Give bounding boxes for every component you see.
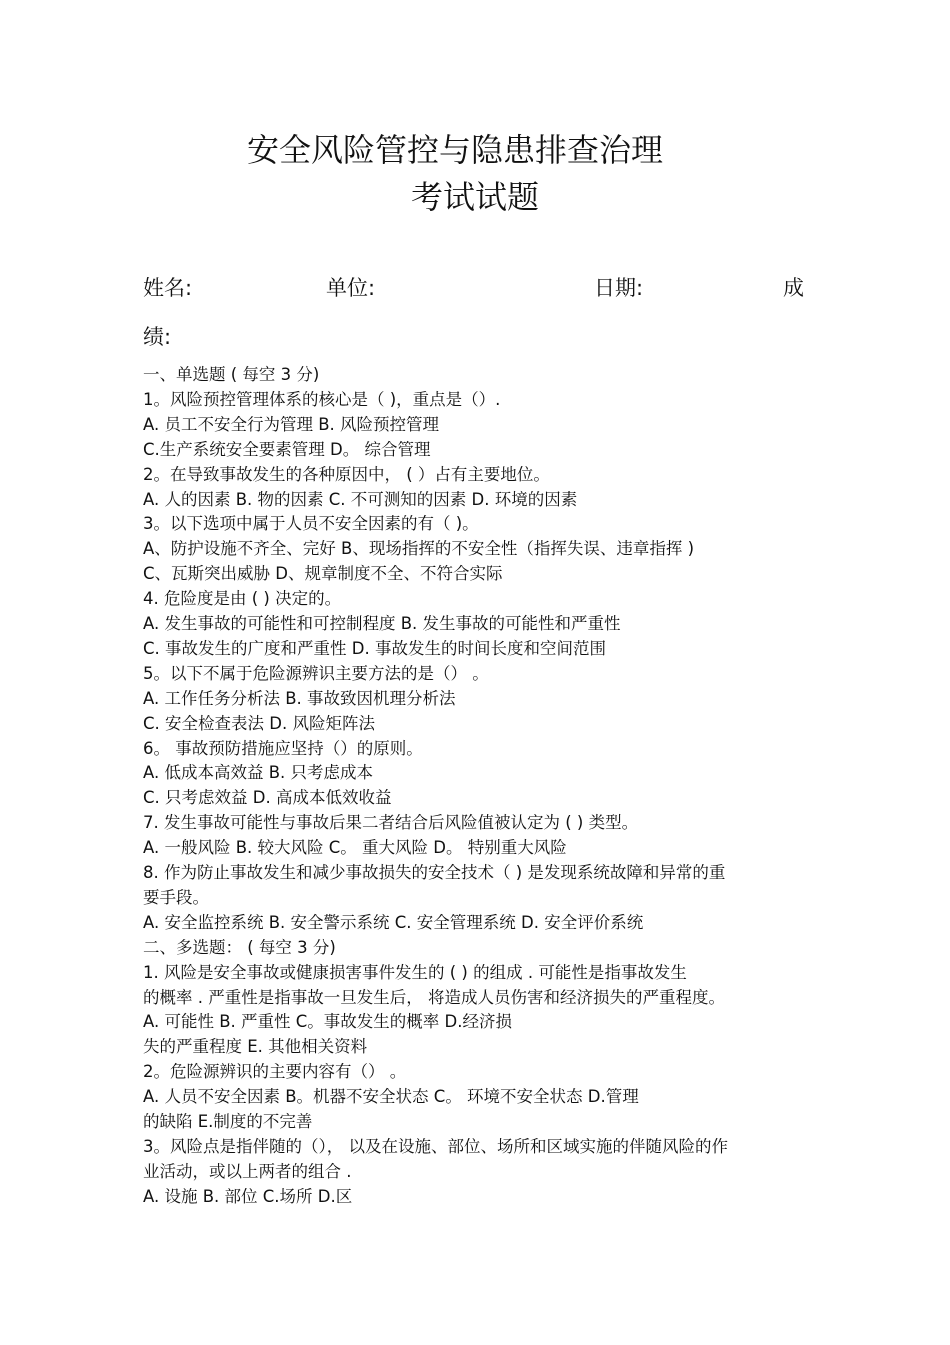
- text-line: A. 可能性 B. 严重性 C。事故发生的概率 D.经济损: [143, 1012, 513, 1032]
- date-label: 日期:: [594, 276, 644, 300]
- text-line: 3。风险点是指伴随的（）， 以及在设施、部位、场所和区域实施的伴随风险的作: [143, 1136, 728, 1156]
- text-line: 1。风险预控管理体系的核心是（ )，重点是（）.: [143, 389, 501, 409]
- text-line: 8. 作为防止事故发生和减少事故损失的安全技术（ ) 是发现系统故障和异常的重: [143, 863, 726, 882]
- text-line: A. 员工不安全行为管理 B. 风险预控管理: [143, 414, 440, 434]
- score-label-part1: 成: [783, 276, 804, 300]
- text-line: A. 人的因素 B. 物的因素 C. 不可测知的因素 D. 环境的因素: [143, 489, 578, 509]
- text-line: C. 事故发生的广度和严重性 D. 事故发生的时间长度和空间范围: [143, 638, 606, 658]
- text-line: A、防护设施不齐全、完好 B、现场指挥的不安全性（指挥失误、违章指挥 ): [143, 539, 695, 559]
- unit-label: 单位:: [326, 276, 376, 300]
- text-line: 要手段。: [143, 887, 209, 907]
- text-line: 3。以下选项中属于人员不安全因素的有（ )。: [143, 514, 479, 534]
- score-label-part2: 绩:: [143, 325, 172, 349]
- text-line: 的缺陷 E.制度的不完善: [143, 1112, 313, 1131]
- text-line: 的概率 . 严重性是指事故一旦发生后， 将造成人员伤害和经济损失的严重程度。: [143, 987, 725, 1007]
- text-line: C、瓦斯突出威胁 D、规章制度不全、不符合实际: [143, 564, 503, 584]
- text-line: A. 一般风险 B. 较大风险 C。 重大风险 D。 特别重大风险: [143, 838, 567, 858]
- text-line: 业活动，或以上两者的组合 .: [143, 1161, 352, 1181]
- doc-title-line2: 考试试题: [410, 178, 539, 216]
- doc-title-line1: 安全风险管控与隐患排查治理: [246, 131, 663, 169]
- text-line: C. 安全检查表法 D. 风险矩阵法: [143, 713, 375, 733]
- text-line: 二、多选题： ( 每空 3 分): [143, 937, 336, 957]
- text-line: C.生产系统安全要素管理 D。 综合管理: [143, 439, 431, 459]
- text-line: C. 只考虑效益 D. 高成本低效收益: [143, 788, 392, 808]
- text-line: A. 发生事故的可能性和可控制程度 B. 发生事故的可能性和严重性: [143, 614, 621, 633]
- text-line: 2。危险源辨识的主要内容有（） 。: [143, 1062, 407, 1082]
- text-line: A. 设施 B. 部位 C.场所 D.区: [143, 1186, 353, 1206]
- text-line: 失的严重程度 E. 其他相关资料: [143, 1037, 368, 1057]
- text-line: 2。在导致事故发生的各种原因中， ( ）占有主要地位。: [143, 464, 550, 484]
- text-line: 1. 风险是安全事故或健康损害事件发生的 ( ) 的组成 . 可能性是指事故发生: [143, 962, 687, 982]
- text-line: A. 安全监控系统 B. 安全警示系统 C. 安全管理系统 D. 安全评价系统: [143, 912, 644, 932]
- text-line: A. 人员不安全因素 B。机器不安全状态 C。 环境不安全状态 D.管理: [143, 1087, 639, 1107]
- text-line: 7. 发生事故可能性与事故后果二者结合后风险值被认定为 ( ) 类型。: [143, 813, 639, 833]
- text-line: 一、单选题 ( 每空 3 分): [143, 365, 320, 384]
- text-line: 6。 事故预防措施应坚持（）的原则。: [143, 738, 423, 758]
- text-line: 5。以下不属于危险源辨识主要方法的是（） 。: [143, 663, 489, 683]
- text-line: 4. 危险度是由 ( ) 决定的。: [143, 589, 342, 609]
- text-line: A. 工作任务分析法 B. 事故致因机理分析法: [143, 688, 456, 708]
- name-label: 姓名:: [143, 276, 193, 300]
- text-line: A. 低成本高效益 B. 只考虑成本: [143, 763, 374, 783]
